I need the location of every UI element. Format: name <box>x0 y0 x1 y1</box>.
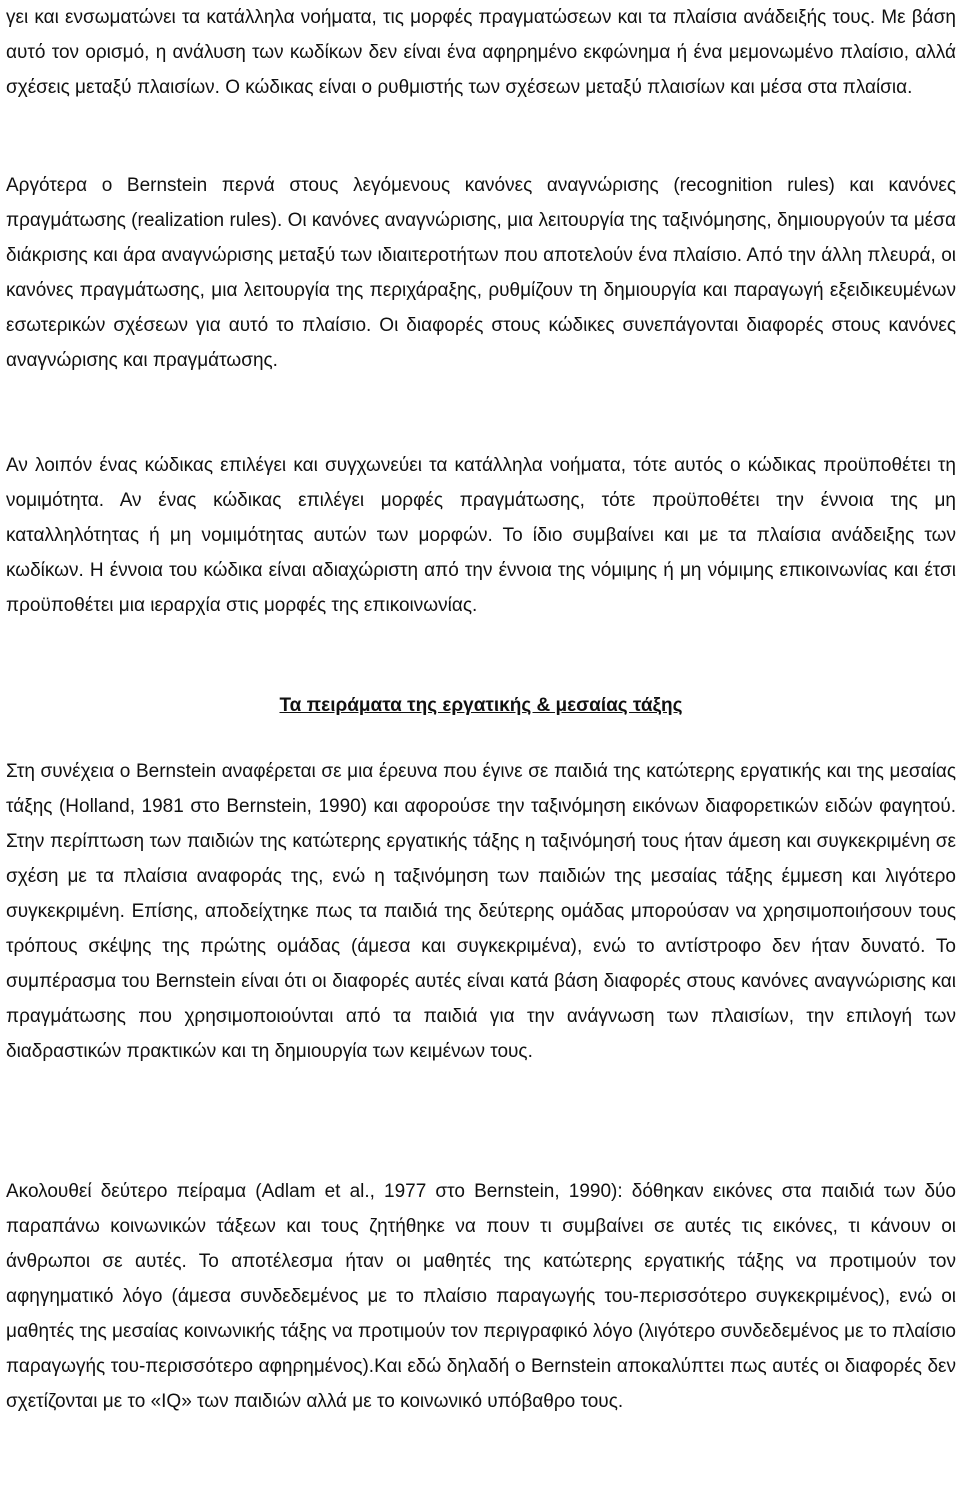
section-heading: Τα πειράματα της εργατικής & μεσαίας τάξης <box>279 695 683 716</box>
paragraph-recognition-rules: Αργότερα ο Bernstein περνά στους λεγόμενους κανόνες αναγνώρισης (recognition rules) και κανόνες πραγμάτωσης (realization rules). Οι κανόνες αναγνώρισης, μια λειτουργία της ταξινόμησης, δημιουργούν τα μέσα διάκρισης και άρα αναγνώρισης μεταξύ των ιδιαιτεροτήτων που αποτελούν ένα πλαίσιο. Από την άλλη πλευρά, οι κανόνες πραγμάτωσης, μια λειτουργία της περιχάραξης, ρυθμίζουν τη δημιουργία και παραγωγή εξειδικευμένων εσωτερικών σχέσεων για αυτό το πλαίσιο. Οι διαφορές στους κώδικες συνεπάγονται διαφορές στους κανόνες αναγνώρισης και πραγμάτωσης. <box>6 175 956 371</box>
paragraph-second-experiment: Ακολουθεί δεύτερο πείραμα (Adlam et al., 1977 στο Bernstein, 1990): δόθηκαν εικόνες στα παιδιά των δύο παραπάνω κοινωνικών τάξεων και τους ζητήθηκε να πουν τι συμβαίνει σε αυτές τις εικόνες, τι κάνουν οι άνθρωποι σε αυτές. Το αποτέλεσμα ήταν οι μαθητές της κατώτερης εργατικής τάξης να προτιμούν τον αφηγηματικό λόγο (άμεσα συνδεδεμένος με το πλαίσιο παραγωγής του-περισσότερο συγκεκριμένος), ενώ οι μαθητές της μεσαίας κοινωνικής τάξης να προτιμούν τον περιγραφικό λόγο (λιγότερο συνδεδεμένος με το πλαίσιο παραγωγής του-περισσότερο αφηρημένος).Και εδώ δηλαδή ο Bernstein αποκαλύπτει πως αυτές οι διαφορές δεν σχετίζονται με το «IQ» των παιδιών αλλά με το κοινωνικό υπόβαθρο τους. <box>6 1181 956 1412</box>
paragraph-code-definition: γει και ενσωματώνει τα κατάλληλα νοήματα, τις μορφές πραγματώσεων και τα πλαίσια ανάδειξής τους. Με βάση αυτό τον ορισμό, η ανάλυση των κωδίκων δεν είναι ένα αφηρημένο εκφώνημα ή ένα μεμονωμένο πλαίσιο, αλλά σχέσεις μεταξύ πλαισίων. Ο κώδικας είναι ο ρυθμιστής των σχέσεων μεταξύ πλαισίων και μέσα στα πλαίσια. <box>6 7 956 98</box>
paragraph-legitimacy: Αν λοιπόν ένας κώδικας επιλέγει και συγχωνεύει τα κατάλληλα νοήματα, τότε αυτός ο κώδικας προϋποθέτει τη νομιμότητα. Αν ένας κώδικας επιλέγει μορφές πραγμάτωσης, τότε προϋποθέτει την έννοια της μη καταλληλότητας ή μη νομιμότητας αυτών των μορφών. Το ίδιο συμβαίνει και με τα πλαίσια ανάδειξης των κωδίκων. Η έννοια του κώδικα είναι αδιαχώριστη από την έννοια της νόμιμης ή μη νόμιμης επικοινωνίας και έτσι προϋποθέτει μια ιεραρχία στις μορφές της επικοινωνίας. <box>6 455 956 616</box>
paragraph-first-experiment: Στη συνέχεια ο Bernstein αναφέρεται σε μια έρευνα που έγινε σε παιδιά της κατώτερης εργατικής και της μεσαίας τάξης (Holland, 1981 στο Bernstein, 1990) και αφορούσε την ταξινόμηση εικόνων διαφορετικών ειδών φαγητού. Στην περίπτωση των παιδιών της κατώτερης εργατικής τάξης η ταξινόμησή τους ήταν άμεση και συγκεκριμένη σε σχέση με τα πλαίσια αναφοράς της, ενώ η ταξινόμηση των παιδιών της μεσαίας τάξης έμμεση και λιγότερο συγκεκριμένη. Επίσης, αποδείχτηκε πως τα παιδιά της δεύτερης ομάδας μπορούσαν να χρησιμοποιήσουν τους τρόπους σκέψης της πρώτης ομάδας (άμεσα και συγκεκριμένα), ενώ το αντίστροφο δεν ήταν δυνατό. Το συμπέρασμα του Bernstein είναι ότι οι διαφορές αυτές είναι κατά βάση διαφορές στους κανόνες αναγνώρισης και πραγμάτωσης που χρησιμοποιούνται από τα παιδιά για την ανάγνωση των πλαισίων, την επιλογή των διαδραστικών πρακτικών και τη δημιουργία των κειμένων τους. <box>6 761 956 1062</box>
